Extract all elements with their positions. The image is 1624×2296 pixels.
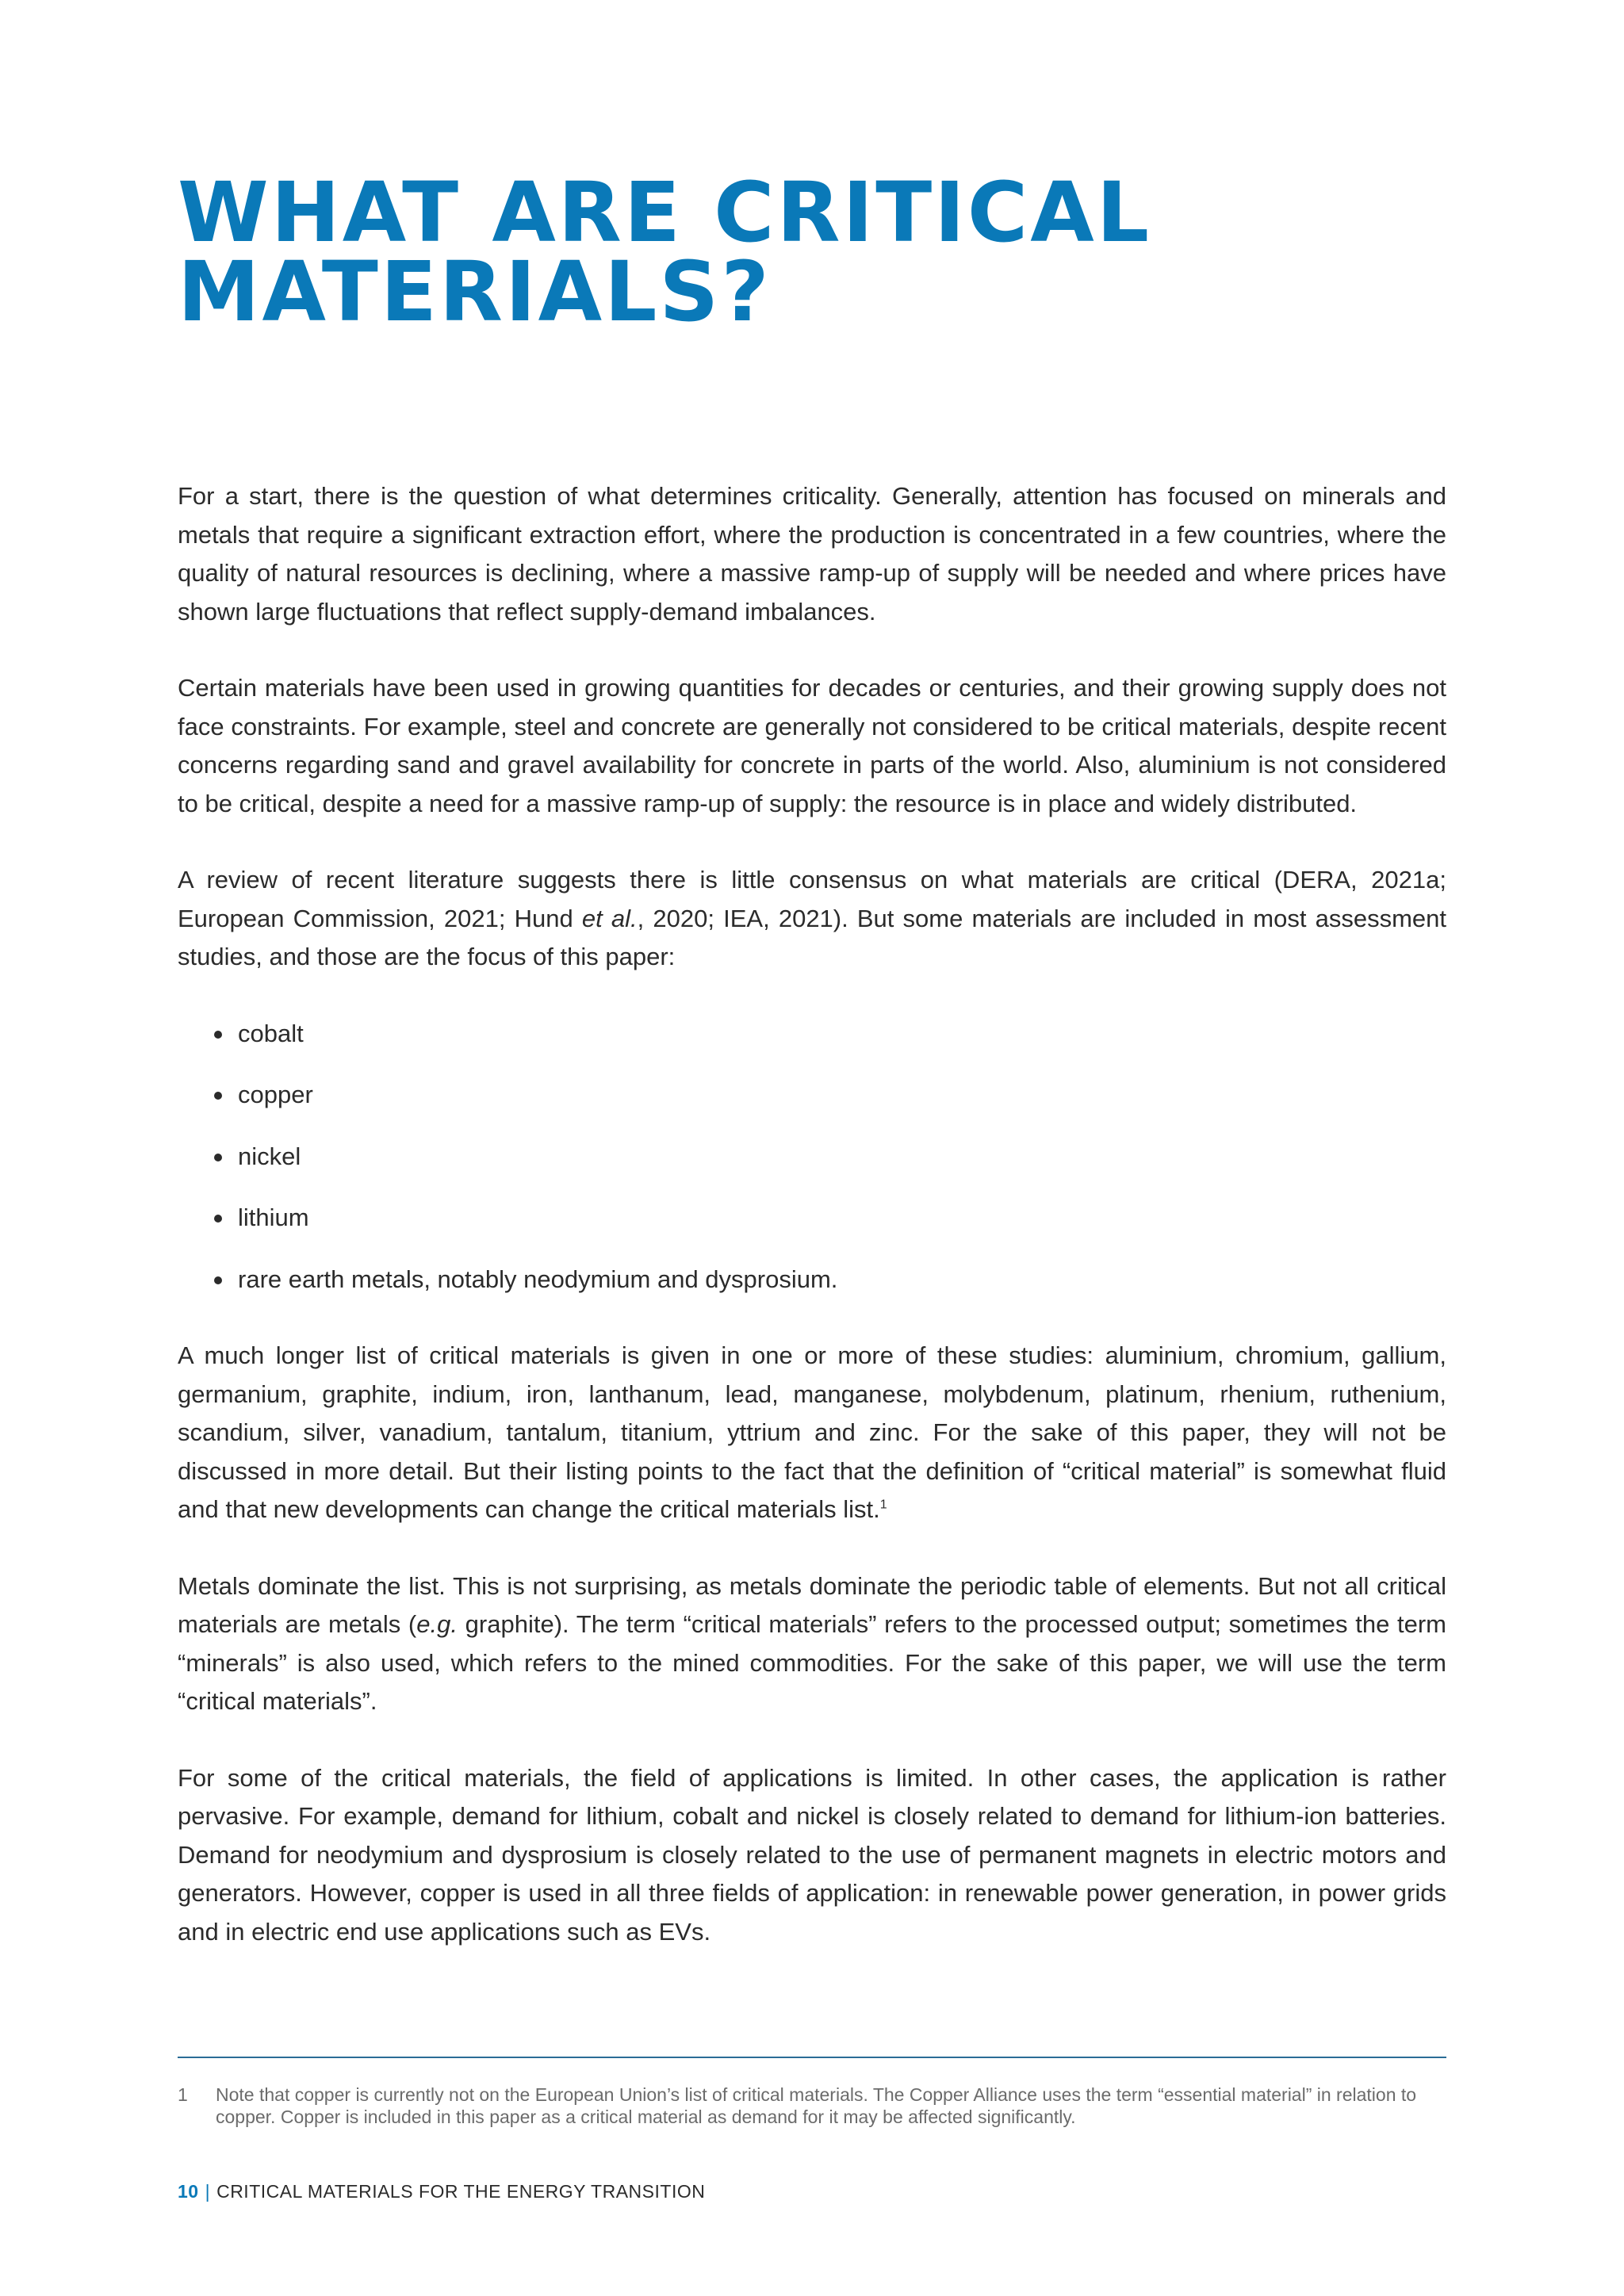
footnote-divider <box>178 2057 1446 2058</box>
paragraph-metals-dominate <box>178 1567 1446 1721</box>
body-text <box>178 477 1446 1989</box>
paragraph-applications: For some of the critical materials, the field of applications is limited. In other cases, the application is rather pervasive. For example, demand for lithium, cobalt and nickel is closely related to demand for lithium-ion batteries. Demand for neodymium and dysprosium is closely related to the use of permanent magnets in electric motors and generators. However, copper is used in all three fields of application: in renewable power generation, in power grids and in electric end use applications such as EVs. <box>178 1763 1446 1946</box>
paragraph-non-critical-materials: Certain materials have been used in growing quantities for decades or centuries, and their growing supply does not face constraints. For example, steel and concrete are generally not considered to be critical materials, despite recent concerns regarding sand and gravel availability for concrete in parts of the world. Also, aluminium is not considered to be critical, despite a need for a massive ramp-up of supply: the resource is in place and widely distributed. <box>178 674 1446 817</box>
critical-materials-list <box>178 1015 1446 1299</box>
paragraph-literature-review <box>178 861 1446 977</box>
page-title-line-2: MATERIALS? <box>178 243 772 340</box>
page-title <box>178 164 1151 340</box>
footnote-number: 1 <box>178 2084 188 2105</box>
list-item-nickel: nickel <box>214 1138 1446 1177</box>
footnote-text: Note that copper is currently not on the European Union’s list of critical materials. The Copper Alliance uses the term “essential material” in relation to copper. Copper is included in this paper as a critical material as demand for it may be affected significantly. <box>216 2084 1417 2127</box>
publication-title: CRITICAL MATERIALS FOR THE ENERGY TRANSITION <box>216 2181 706 2202</box>
footnote-reference[interactable]: 1 <box>879 1498 887 1512</box>
paragraph-literature-review-text-1: A review of recent literature suggests there is little consensus on what materials are critical (DERA, 2021a; European Commission, 2021; Hund <box>178 866 1446 932</box>
page-number: 10 <box>178 2181 199 2202</box>
footer-separator: | <box>205 2181 211 2202</box>
paragraph-literature-review-text-2: , 2020; IEA, 2021). But some materials are included in most assessment studies, and those are the focus of this paper: <box>178 904 1446 970</box>
list-item-rare-earth-metals: rare earth metals, notably neodymium and dysprosium. <box>214 1261 1446 1299</box>
paragraph-metals-dominate-text-1: Metals dominate the list. This is not surprising, as metals dominate the periodic table of elements. But not all critical materials are metals ( <box>178 1571 1446 1638</box>
paragraph-metals-dominate-text-2: graphite). The term “critical materials” refers to the processed output; sometimes the term “minerals” is also used, which refers to the mined commodities. For the sake of this paper, we will use the term “critical materials”. <box>178 1610 1446 1715</box>
paragraph-longer-list-text: A much longer list of critical materials is given in one or more of these studies: aluminium, chromium, gallium, germanium, graphite, indium, iron, lanthanum, lead, manganese, molybdenum, platinum, rhenium, ruthenium, scandium, silver, vanadium, tantalum, titanium, yttrium and zinc. For the sake of this paper, they will not be discussed in more detail. But their listing points to the fact that the definition of “critical material” is somewhat fluid and that new developments can change the critical materials list. <box>178 1341 1446 1523</box>
page-title-line-1: WHAT ARE CRITICAL <box>178 164 1151 261</box>
paragraph-criticality: For a start, there is the question of what determines criticality. Generally, attention has focused on minerals and metals that require a significant extraction effort, where the production is concentrated in a few countries, where the quality of natural resources is declining, where a massive ramp-up of supply will be needed and where prices have shown large fluctuations that reflect supply-demand imbalances. <box>178 482 1446 626</box>
footnote <box>178 2084 1446 2128</box>
list-item-cobalt: cobalt <box>214 1015 1446 1054</box>
list-item-copper: copper <box>214 1076 1446 1115</box>
paragraph-metals-dominate-italic: e.g. <box>416 1610 458 1638</box>
paragraph-literature-review-italic: et al. <box>581 904 638 932</box>
paragraph-longer-list <box>178 1337 1446 1529</box>
page-footer <box>178 2180 705 2202</box>
list-item-lithium: lithium <box>214 1199 1446 1238</box>
